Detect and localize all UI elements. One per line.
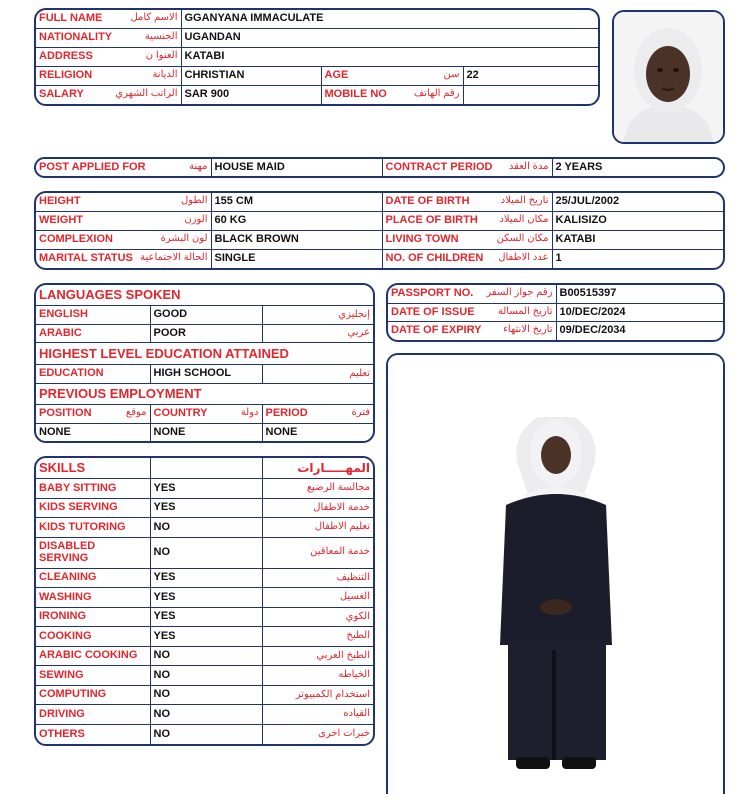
- issue-date-value: 10/DEC/2024: [556, 303, 723, 322]
- skill-value: YES: [150, 568, 262, 588]
- pob-value: KALISIZO: [552, 211, 723, 230]
- post-applied-value: HOUSE MAID: [211, 159, 382, 176]
- english-ar: إنجليزي: [262, 306, 373, 325]
- skill-row: [36, 646, 373, 666]
- post-applied-label: POST APPLIED FOR مهنة: [36, 159, 211, 176]
- skills-title-spacer: [150, 458, 262, 479]
- skills-title: SKILLS: [36, 458, 150, 479]
- dob-label: DATE OF BIRTH تاريخ الميلاد: [382, 193, 552, 211]
- mobile-value: [463, 86, 598, 104]
- skill-value: NO: [150, 705, 262, 725]
- skill-label: WASHING: [36, 588, 150, 608]
- skill-row: [36, 685, 373, 705]
- skill-label: BABY SITTING: [36, 479, 150, 499]
- skill-row: [36, 588, 373, 608]
- skill-ar-label: الغسيل: [262, 588, 373, 608]
- full-body-photo: [386, 353, 725, 794]
- languages-education-box: [34, 283, 375, 443]
- skill-value: YES: [150, 627, 262, 647]
- full-body-image: [388, 355, 723, 794]
- arabic-ar: عربي: [262, 324, 373, 343]
- weight-label: WEIGHT الوزن: [36, 211, 211, 230]
- skill-ar-label: خدمة المعاقين: [262, 537, 373, 568]
- portrait-image: [614, 12, 723, 142]
- contract-period-label: CONTRACT PERIOD مدة العقد: [382, 159, 552, 176]
- religion-value: CHRISTIAN: [181, 67, 321, 86]
- skill-row: [36, 607, 373, 627]
- skill-label: COOKING: [36, 627, 150, 647]
- english-value: GOOD: [150, 306, 262, 325]
- address-label: ADDRESS العنوا ن: [36, 47, 181, 66]
- children-value: 1: [552, 250, 723, 268]
- position-label: POSITION موقع: [36, 405, 150, 424]
- living-town-label: LIVING TOWN مكان السكن: [382, 230, 552, 249]
- country-label: COUNTRY دولة: [150, 405, 262, 424]
- skill-value: NO: [150, 646, 262, 666]
- religion-label: RELIGION الديانة: [36, 67, 181, 86]
- skill-value: YES: [150, 498, 262, 518]
- dob-value: 25/JUL/2002: [552, 193, 723, 211]
- skill-ar-label: التنظيف: [262, 568, 373, 588]
- skill-row: [36, 705, 373, 725]
- marital-label: MARITAL STATUS الحالة الاجتماعية: [36, 250, 211, 268]
- passport-box: [386, 283, 725, 342]
- skill-label: CLEANING: [36, 568, 150, 588]
- employment-title: PREVIOUS EMPLOYMENT: [36, 383, 373, 405]
- contract-period-value: 2 YEARS: [552, 159, 723, 176]
- skill-row: [36, 537, 373, 568]
- passport-number-label: PASSPORT NO. رقم جواز السفر: [388, 285, 556, 303]
- arabic-value: POOR: [150, 324, 262, 343]
- skill-value: NO: [150, 537, 262, 568]
- skill-label: OTHERS: [36, 724, 150, 744]
- skill-label: KIDS TUTORING: [36, 518, 150, 538]
- english-label: ENGLISH: [36, 306, 150, 325]
- age-label: AGE سن: [321, 67, 463, 86]
- skill-ar-label: الخياطه: [262, 666, 373, 686]
- skill-label: DRIVING: [36, 705, 150, 725]
- skill-label: DISABLED SERVING: [36, 537, 150, 568]
- details-box: [34, 191, 725, 270]
- complexion-label: COMPLEXION لون البشرة: [36, 230, 211, 249]
- living-town-value: KATABI: [552, 230, 723, 249]
- skill-value: YES: [150, 479, 262, 499]
- post-box: [34, 157, 725, 178]
- skill-ar-label: استخدام الكمبيوتر: [262, 685, 373, 705]
- skill-ar-label: مجالسة الرضيع: [262, 479, 373, 499]
- skill-ar-label: الطبخ: [262, 627, 373, 647]
- education-label: EDUCATION: [36, 365, 150, 384]
- skill-value: NO: [150, 518, 262, 538]
- languages-title: LANGUAGES SPOKEN: [36, 285, 373, 306]
- address-value: KATABI: [181, 47, 598, 66]
- salary-value: SAR 900: [181, 86, 321, 104]
- skill-value: NO: [150, 724, 262, 744]
- children-label: NO. OF CHILDREN عدد الاطفال: [382, 250, 552, 268]
- period-value: NONE: [262, 423, 373, 441]
- skill-row: [36, 479, 373, 499]
- skill-row: [36, 498, 373, 518]
- education-title: HIGHEST LEVEL EDUCATION ATTAINED: [36, 343, 373, 365]
- skill-label: SEWING: [36, 666, 150, 686]
- skill-row: [36, 724, 373, 744]
- position-value: NONE: [36, 423, 150, 441]
- skill-row: [36, 627, 373, 647]
- skill-row: [36, 666, 373, 686]
- full-name-value: GGANYANA IMMACULATE: [181, 10, 598, 28]
- skill-ar-label: خدمة الاطفال: [262, 498, 373, 518]
- country-value: NONE: [150, 423, 262, 441]
- complexion-value: BLACK BROWN: [211, 230, 382, 249]
- skill-value: NO: [150, 685, 262, 705]
- full-name-label: FULL NAME الاسم كامل: [36, 10, 181, 28]
- skill-row: [36, 568, 373, 588]
- skill-ar-label: الطبخ العربي: [262, 646, 373, 666]
- skill-ar-label: الكوي: [262, 607, 373, 627]
- portrait-photo: [612, 10, 725, 144]
- skill-value: YES: [150, 607, 262, 627]
- education-ar: تعليم: [262, 365, 373, 384]
- marital-value: SINGLE: [211, 250, 382, 268]
- mobile-label: MOBILE NO رقم الهاتف: [321, 86, 463, 104]
- skill-label: COMPUTING: [36, 685, 150, 705]
- weight-value: 60 KG: [211, 211, 382, 230]
- skill-ar-label: القياده: [262, 705, 373, 725]
- skill-row: [36, 518, 373, 538]
- skill-value: NO: [150, 666, 262, 686]
- nationality-label: NATIONALITY الجنسية: [36, 28, 181, 47]
- skills-title-ar: المهـــــارات: [262, 458, 373, 479]
- skill-label: KIDS SERVING: [36, 498, 150, 518]
- education-value: HIGH SCHOOL: [150, 365, 262, 384]
- issue-date-label: DATE OF ISSUE تاريخ المسالة: [388, 303, 556, 322]
- skills-box: [34, 456, 375, 746]
- period-label: PERIOD فترة: [262, 405, 373, 424]
- age-value: 22: [463, 67, 598, 86]
- height-label: HEIGHT الطول: [36, 193, 211, 211]
- pob-label: PLACE OF BIRTH مكان الميلاد: [382, 211, 552, 230]
- arabic-label: ARABIC: [36, 324, 150, 343]
- expiry-date-value: 09/DEC/2034: [556, 322, 723, 340]
- salary-label: SALARY الراتب الشهري: [36, 86, 181, 104]
- passport-number-value: B00515397: [556, 285, 723, 303]
- nationality-value: UGANDAN: [181, 28, 598, 47]
- expiry-date-label: DATE OF EXPIRY تاريخ الانتهاء: [388, 322, 556, 340]
- height-value: 155 CM: [211, 193, 382, 211]
- skill-ar-label: خبرات اخرى: [262, 724, 373, 744]
- skill-label: IRONING: [36, 607, 150, 627]
- skill-ar-label: تعليم الاطفال: [262, 518, 373, 538]
- skill-value: YES: [150, 588, 262, 608]
- skill-label: ARABIC COOKING: [36, 646, 150, 666]
- personal-info-box: [34, 8, 600, 106]
